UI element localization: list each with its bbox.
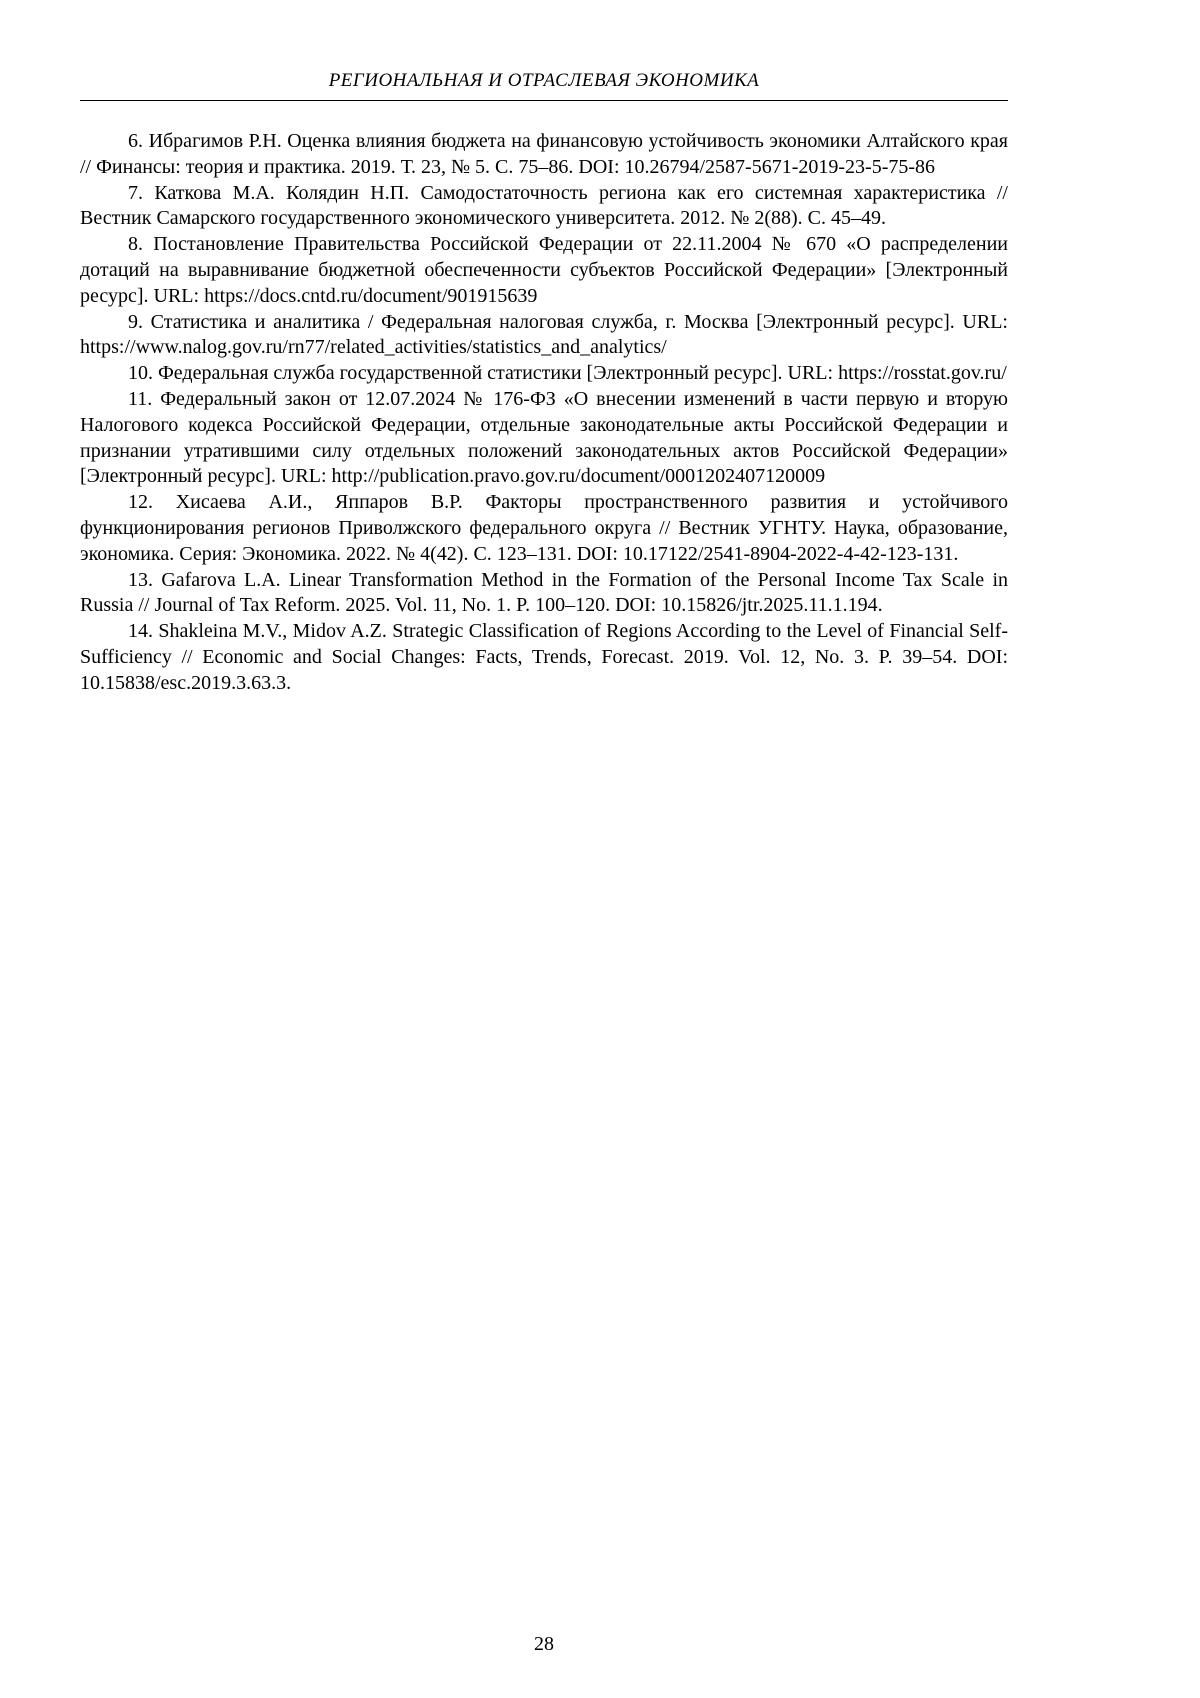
reference-item: 9. Статистика и аналитика / Федеральная налоговая служба, г. Москва [Электронный ресурс]. URL: https://www.nalog.gov.ru/rn77/related_activities/statistics_and_analytics/: [80, 310, 1008, 359]
reference-item: 12. Хисаева А.И., Яппаров В.Р. Факторы пространственного развития и устойчивого функционирования регионов Приволжского федерального округа // Вестник УГНТУ. Наука, образование, экономика. Серия: Экономика. 2022. № 4(42). С. 123–131. DOI: 10.17122/2541-8904-2022-4-42-123-131.: [80, 491, 1008, 565]
reference-item: 7. Каткова М.А. Колядин Н.П. Самодостаточность региона как его системная характеристика // Вестник Самарского государственного экономического университета. 2012. № 2(88). С. 45–49.: [80, 181, 1008, 230]
reference-item: 6. Ибрагимов Р.Н. Оценка влияния бюджета на финансовую устойчивость экономики Алтайского края // Финансы: теория и практика. 2019. Т. 23, № 5. С. 75–86. DOI: 10.26794/2587-5671-2019-23-5-75-86: [80, 130, 1008, 178]
reference-item: 10. Федеральная служба государственной статистики [Электронный ресурс]. URL: https://rosstat.gov.ru/: [128, 362, 1007, 385]
page-number: 28: [534, 1633, 554, 1655]
reference-item: 13. Gafarova L.A. Linear Transformation Method in the Formation of the Personal Income Tax Scale in Russia // Journal of Tax Reform. 2025. Vol. 11, No. 1. P. 100–120. DOI: 10.15826/jtr.2025.11.1.194.: [80, 568, 1008, 617]
reference-item: 8. Постановление Правительства Российской Федерации от 22.11.2004 № 670 «О распределении дотаций на выравнивание бюджетной обеспеченности субъектов Российской Федерации» [Электронный ресурс]. URL: https://docs.cntd.ru/document/901915639: [80, 233, 1008, 307]
text-column: [80, 70, 1008, 697]
references-list: [80, 129, 1008, 697]
reference-item: 11. Федеральный закон от 12.07.2024 № 176-ФЗ «О внесении изменений в части первую и вторую Налогового кодекса Российской Федерации, отдельные законодательные акты Российской Федерации и признании утратившими силу отдельных положений законодательных актов Российской Федерации» [Электронный ресурс]. URL: http://publication.pravo.gov.ru/document/0001202407120009: [80, 387, 1008, 488]
running-head: РЕГИОНАЛЬНАЯ И ОТРАСЛЕВАЯ ЭКОНОМИКА: [80, 70, 1008, 101]
reference-item: 14. Shakleina M.V., Midov A.Z. Strategic Classification of Regions According to the Level of Financial Self-Sufficiency // Economic and Social Changes: Facts, Trends, Forecast. 2019. Vol. 12, No. 3. P. 39–54. DOI: 10.15838/esc.2019.3.63.3.: [80, 620, 1008, 694]
